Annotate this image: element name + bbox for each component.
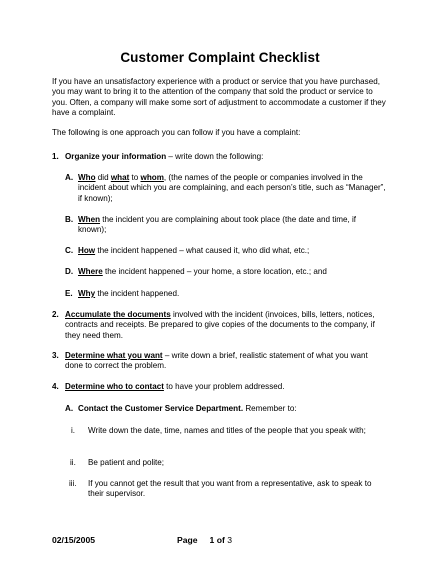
approach-paragraph: The following is one approach you can follow if you have a complaint:: [52, 128, 301, 137]
contact-customer-service-heading: Contact the Customer Service Department.: [78, 404, 244, 413]
item-1-b-letter: B.: [65, 215, 74, 224]
when-word: When: [78, 215, 101, 224]
why-word: Why: [78, 289, 96, 298]
item-1-a-letter: A.: [65, 173, 74, 182]
item-1-c-letter: C.: [65, 246, 74, 255]
item-1-a-mid: did: [95, 173, 111, 182]
how-word: How: [78, 246, 96, 255]
item-2-rest: involved with the incident (invoices, bills, letters, notices, contracts and receipts. Be prepared to give copies of the documents to the company, if they need them.: [65, 310, 375, 340]
roman-ii: ii.: [70, 458, 76, 467]
item-3-text: [65, 351, 383, 372]
item-4-text: [65, 382, 383, 392]
item-1-a-text: [78, 173, 390, 204]
page-title: Customer Complaint Checklist: [120, 50, 320, 65]
footer-date: 02/15/2005: [52, 535, 96, 545]
page-current: 1: [209, 535, 215, 545]
what-word: what: [110, 173, 130, 182]
item-1-rest: – write down the following:: [166, 152, 264, 161]
item-1-d-letter: D.: [65, 267, 74, 276]
item-1-d-text: [78, 267, 398, 277]
item-3-rest: – write down a brief, realistic statement of what you want done to correct the problem.: [65, 351, 368, 371]
item-4-a-rest: Remember to:: [243, 404, 297, 413]
intro-paragraph: If you have an unsatisfactory experience with a product or service that you have purchased, you may want to bring it to the attention of the company that sold the product or service to you. Often, a company will make some sort of adjustment to accommodate a customer if they have a complaint.: [52, 77, 386, 118]
page-total: 3: [227, 535, 233, 545]
item-4-number: 4.: [52, 382, 59, 391]
item-1-c-text: [78, 246, 398, 256]
who-word: Who: [78, 173, 96, 182]
item-2-number: 2.: [52, 310, 59, 319]
roman-ii-text: Be patient and polite;: [88, 458, 165, 467]
item-1-b-rest: the incident you are complaining about took place (the date and time, if known);: [78, 215, 357, 235]
page-label: Page: [177, 535, 198, 545]
item-2-text: [65, 310, 383, 341]
item-4-heading: Determine who to contact: [65, 382, 164, 391]
item-4-rest: to have your problem addressed.: [163, 382, 285, 391]
page-of-label: of: [216, 535, 225, 545]
item-1-number: 1.: [52, 152, 59, 161]
roman-i: i.: [71, 426, 76, 435]
item-1-a-rest: , (the names of the people or companies involved in the incident about which you are complaining, and each person’s title, such as “Manager”, if known);: [78, 173, 386, 203]
item-1-e-text: [78, 289, 398, 299]
item-1-a-mid2: to: [129, 173, 141, 182]
item-3-number: 3.: [52, 351, 59, 360]
item-1-heading: Organize your information: [65, 152, 167, 161]
item-1-c-rest: the incident happened – what caused it, who did what, etc.;: [95, 246, 310, 255]
footer-page-number: [177, 535, 232, 546]
item-2-heading: Accumulate the documents: [65, 310, 171, 319]
item-1-e-letter: E.: [65, 289, 73, 298]
item-1-text: [65, 152, 385, 162]
item-1-e-rest: the incident happened.: [95, 289, 180, 298]
item-4-a-text: [78, 404, 390, 414]
roman-iii: iii.: [69, 479, 77, 488]
roman-i-text: Write down the date, time, names and titles of the people that you speak with;: [88, 426, 366, 435]
item-1-b-text: [78, 215, 378, 236]
item-3-heading: Determine what you want: [65, 351, 163, 360]
roman-iii-text: If you cannot get the result that you want from a representative, ask to speak to their supervisor.: [88, 479, 372, 499]
item-4-a-letter: A.: [65, 404, 74, 413]
where-word: Where: [78, 267, 103, 276]
whom-word: whom: [140, 173, 164, 182]
item-1-d-rest: the incident happened – your home, a store location, etc.; and: [102, 267, 327, 276]
